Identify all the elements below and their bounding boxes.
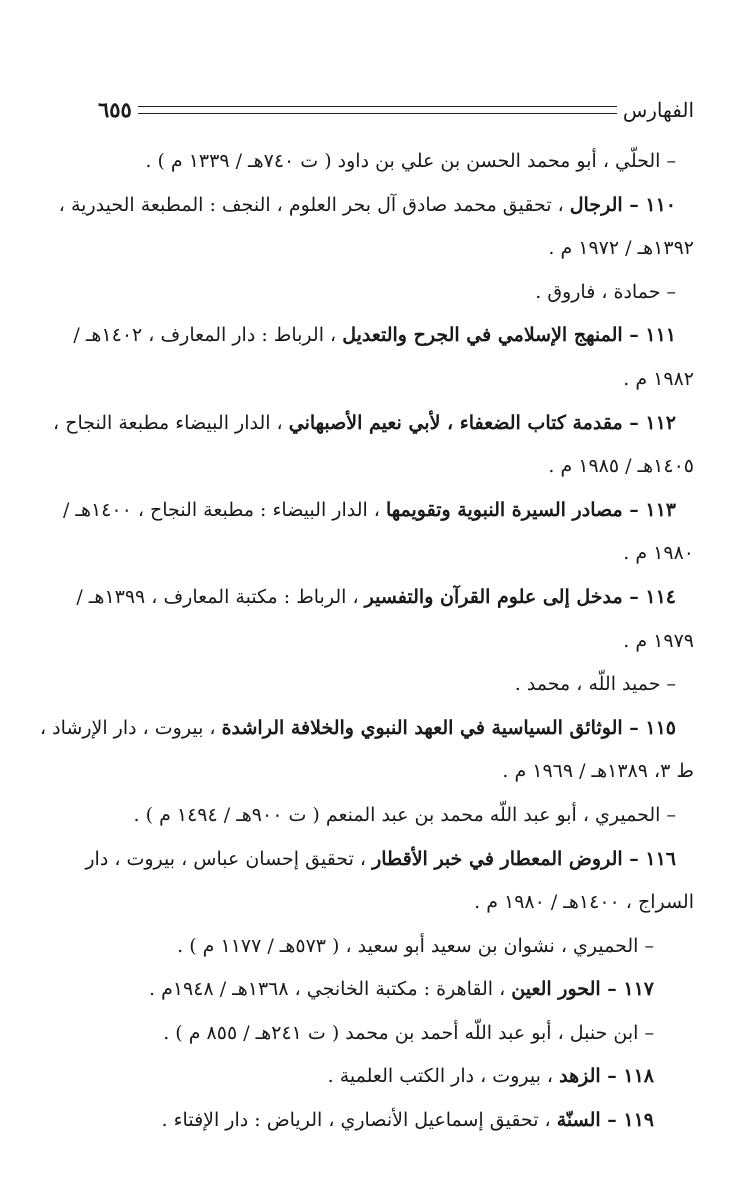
entry-text: ١٩٨٠ م . xyxy=(623,542,694,565)
bibliography-entry xyxy=(76,576,694,620)
running-title: الفهارس xyxy=(622,98,694,122)
entry-number: ١١٢ – xyxy=(622,411,676,434)
page-number: ٦٥٥ xyxy=(98,97,132,122)
entry-number: ١١٩ – xyxy=(600,1109,654,1132)
entry-continuation xyxy=(98,750,694,794)
entry-title: الوثائق السياسية في العهد النبوي والخلافة الراشدة xyxy=(221,716,623,739)
bibliography-entry xyxy=(62,489,694,533)
author-line xyxy=(98,140,694,184)
bibliography-entry xyxy=(58,184,694,228)
entry-text: ، تحقيق إحسان عباس ، بيروت ، دار xyxy=(85,847,373,870)
entry-text: ، القاهرة : مكتبة الخانجي ، ١٣٦٨هـ / ١٩٤٨م . xyxy=(148,978,512,1001)
author-line xyxy=(98,663,694,707)
author-line xyxy=(98,271,694,315)
entry-text: ١٩٧٩ م . xyxy=(623,629,694,652)
entry-text: ١٣٩٢هـ / ١٩٧٢ م . xyxy=(548,237,694,260)
entry-continuation xyxy=(98,227,694,271)
entry-text: – الحلّي ، أبو محمد الحسن بن علي بن داود ( ت ٧٤٠هـ / ١٣٣٩ م ) . xyxy=(145,150,676,172)
entry-title: مصادر السيرة النبوية وتقويمها xyxy=(385,498,623,521)
entry-title: الرجال xyxy=(569,193,623,216)
header-rule xyxy=(138,106,617,114)
entry-text: ، الرباط : دار المعارف ، ١٤٠٢هـ / xyxy=(73,324,343,347)
entry-title: الزهد xyxy=(559,1065,601,1088)
entry-number: ١١٥ – xyxy=(622,716,676,739)
entry-continuation xyxy=(98,358,694,402)
entry-continuation xyxy=(98,620,694,664)
entry-number: ١١٣ – xyxy=(622,498,676,521)
entry-continuation xyxy=(98,445,694,489)
entry-text: – ابن حنبل ، أبو عبد اللّه أحمد بن محمد ( ت ٢٤١هـ / ٨٥٥ م ) . xyxy=(163,1021,654,1044)
entry-number: ١١٨ – xyxy=(600,1065,654,1088)
author-line xyxy=(98,794,694,838)
bibliography-entry xyxy=(53,402,694,446)
bibliography-entry xyxy=(73,314,694,358)
bibliography-entry xyxy=(85,838,694,882)
author-line xyxy=(98,1012,694,1056)
entry-text: – حميد اللّه ، محمد . xyxy=(514,673,676,696)
entry-text: – الحميري ، نشوان بن سعيد أبو سعيد ، ( ٥٧٣هـ / ١١٧٧ م ) . xyxy=(177,934,654,957)
entry-title: مدخل إلى علوم القرآن والتفسير xyxy=(364,585,623,608)
entry-text: ١٤٠٥هـ / ١٩٨٥ م . xyxy=(548,455,694,478)
entry-text: ، تحقيق محمد صادق آل بحر العلوم ، النجف : المطبعة الحيدرية ، xyxy=(58,193,570,216)
author-line xyxy=(98,925,694,969)
entry-continuation xyxy=(98,532,694,576)
entry-number: ١١٦ – xyxy=(622,847,676,870)
entry-text: ١٩٨٢ م . xyxy=(623,367,694,390)
bibliography-entry xyxy=(98,1099,694,1143)
entry-text: ، تحقيق إسماعيل الأنصاري ، الرياض : دار الإفتاء . xyxy=(161,1109,557,1132)
entry-text: ، الرباط : مكتبة المعارف ، ١٣٩٩هـ / xyxy=(76,585,365,608)
entry-continuation xyxy=(98,881,694,925)
entry-title: السنّة xyxy=(556,1109,601,1132)
bibliography-entry xyxy=(98,1055,694,1099)
bibliography-entry xyxy=(98,968,694,1012)
entry-number: ١١٤ – xyxy=(622,585,676,608)
entry-text: – حمادة ، فاروق . xyxy=(535,280,676,303)
page-header xyxy=(98,90,694,122)
entry-title: الروض المعطار في خبر الأقطار xyxy=(372,847,623,870)
entry-text: ، بيروت ، دار الإرشاد ، xyxy=(40,716,222,739)
entry-title: الحور العين xyxy=(511,978,601,1001)
entry-number: ١١٠ – xyxy=(622,193,676,216)
entry-text: ط ٣، ١٣٨٩هـ / ١٩٦٩ م . xyxy=(502,760,694,783)
entry-text: ، الدار البيضاء : مطبعة النجاح ، ١٤٠٠هـ / xyxy=(62,498,386,521)
entry-text: ، الدار البيضاء مطبعة النجاح ، xyxy=(53,411,289,434)
entry-number: ١١١ – xyxy=(622,324,676,347)
entry-title: المنهج الإسلامي في الجرح والتعديل xyxy=(342,324,623,347)
entry-number: ١١٧ – xyxy=(600,978,654,1001)
entry-title: مقدمة كتاب الضعفاء ، لأبي نعيم الأصبهاني xyxy=(288,411,623,434)
bibliography-list xyxy=(40,140,694,1143)
bibliography-entry xyxy=(40,707,694,751)
entry-text: ، بيروت ، دار الكتب العلمية . xyxy=(327,1065,560,1088)
entry-text: السراج ، ١٤٠٠هـ / ١٩٨٠ م . xyxy=(474,891,694,914)
entry-text: – الحميري ، أبو عبد اللّه محمد بن عبد المنعم ( ت ٩٠٠هـ / ١٤٩٤ م ) . xyxy=(133,803,676,826)
